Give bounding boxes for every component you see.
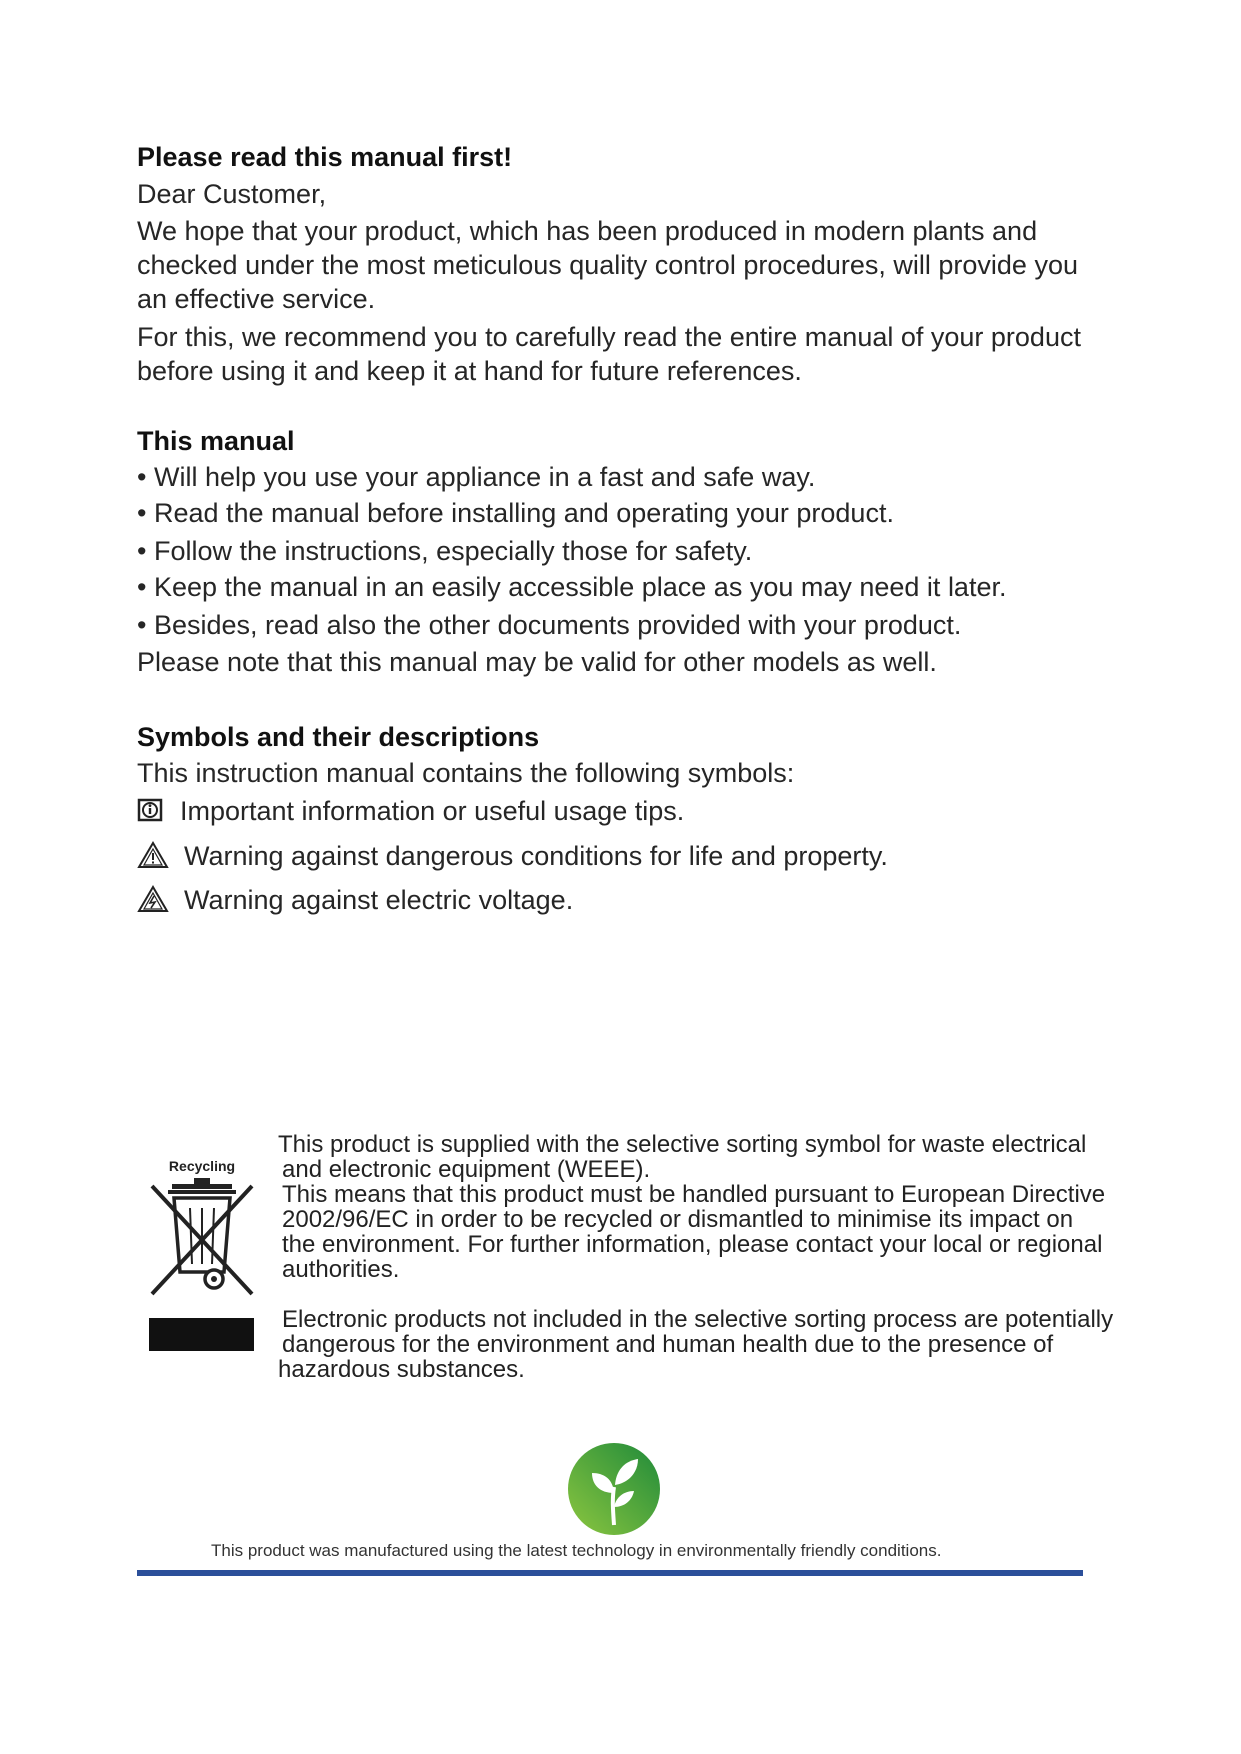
text-line: the environment. For further information, please contact your local or regional — [282, 1231, 1103, 1258]
bullet-text: Follow the instructions, especially those for safety. — [153, 536, 753, 566]
manual-bullet: • Will help you use your appliance in a fast and safe way. — [137, 462, 816, 492]
recycling-label: Recycling — [168, 1158, 236, 1174]
symbols-heading: Symbols and their descriptions — [137, 722, 540, 752]
text-line: checked under the most meticulous quality control procedures, will provide you — [137, 250, 1078, 280]
manual-bullet: • Read the manual before installing and operating your product. — [137, 498, 894, 528]
info-icon — [137, 798, 163, 829]
weee-bin-icon — [146, 1176, 258, 1303]
text-line: We hope that your product, which has been produced in modern plants and — [137, 216, 1038, 246]
text-line: Electronic products not included in the selective sorting process are potentially — [282, 1306, 1114, 1333]
warning-triangle-icon — [137, 885, 169, 920]
text-line: 2002/96/EC in order to be recycled or dismantled to minimise its impact on — [282, 1206, 1074, 1233]
eco-leaf-icon — [566, 1441, 662, 1542]
bullet-text: Besides, read also the other documents provided with your product. — [153, 610, 962, 640]
manual-bullet: • Follow the instructions, especially those for safety. — [137, 536, 753, 566]
manual-bullet: • Keep the manual in an easily accessible place as you may need it later. — [137, 572, 1007, 602]
symbols-intro: This instruction manual contains the following symbols: — [137, 758, 795, 788]
text-line: and electronic equipment (WEEE). — [282, 1156, 651, 1183]
text-line: authorities. — [282, 1256, 400, 1283]
symbol-text: Warning against dangerous conditions for life and property. — [184, 841, 888, 871]
symbol-text: Warning against electric voltage. — [184, 885, 574, 915]
manual-heading: This manual — [137, 426, 295, 456]
symbol-text: Important information or useful usage tips. — [180, 796, 685, 826]
manual-note: Please note that this manual may be valid for other models as well. — [137, 647, 937, 677]
text-line: dangerous for the environment and human health due to the presence of — [282, 1331, 1054, 1358]
manual-bullet: • Besides, read also the other documents provided with your product. — [137, 610, 962, 640]
intro-heading: Please read this manual first! — [137, 142, 513, 172]
warning-triangle-icon — [137, 841, 169, 876]
bullet-text: Keep the manual in an easily accessible place as you may need it later. — [153, 572, 1007, 602]
text-line: hazardous substances. — [278, 1356, 525, 1383]
intro-paragraph-2 — [137, 320, 1081, 388]
text-line: This means that this product must be handled pursuant to European Directive — [282, 1181, 1106, 1208]
text-line: This product is supplied with the selective sorting symbol for waste electrical — [278, 1131, 1087, 1158]
footer-rule — [137, 1570, 1083, 1576]
greeting: Dear Customer, — [137, 179, 327, 209]
black-bar — [149, 1318, 254, 1351]
eco-note: This product was manufactured using the latest technology in environmentally friendly conditions. — [211, 1541, 942, 1560]
bullet-text: Read the manual before installing and operating your product. — [153, 498, 894, 528]
text-line: For this, we recommend you to carefully read the entire manual of your product — [137, 322, 1081, 352]
bullet-text: Will help you use your appliance in a fast and safe way. — [153, 462, 816, 492]
text-line: before using it and keep it at hand for future references. — [137, 356, 802, 386]
text-line: an effective service. — [137, 284, 376, 314]
intro-paragraph-1 — [137, 214, 1078, 316]
